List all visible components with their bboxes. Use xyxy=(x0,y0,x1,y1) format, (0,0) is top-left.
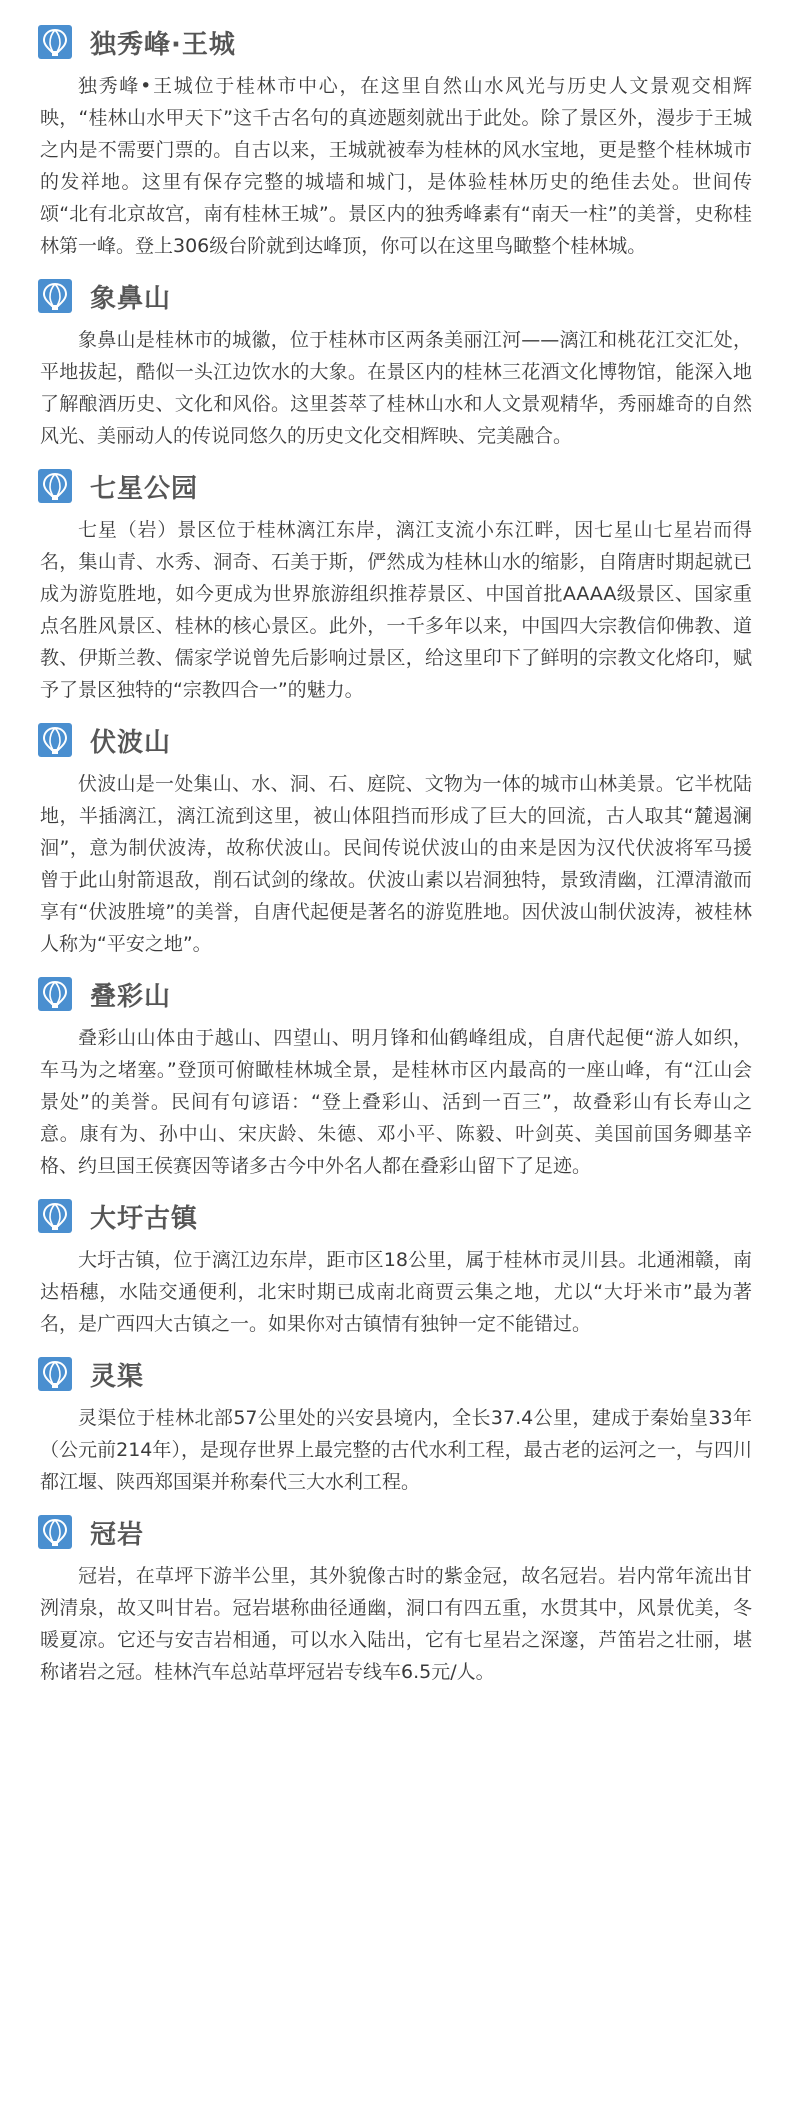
section-guanyan xyxy=(38,1508,752,1688)
section-title: 七星公园 xyxy=(90,473,199,504)
section-lingqu xyxy=(38,1350,752,1498)
balloon-icon xyxy=(38,1515,72,1549)
section-body: 冠岩，在草坪下游半公里，其外貌像古时的紫金冠，故名冠岩。岩内常年流出甘洌清泉，故又叫甘岩。冠岩堪称曲径通幽，洞口有四五重，水贯其中，风景优美，冬暖夏凉。它还与安吉岩相通，可以水入陆出，它有七星岩之深邃，芦笛岩之壮丽，堪称诸岩之冠。桂林汽车总站草坪冠岩专线车6.5元/人。 xyxy=(40,1565,752,1683)
section-header xyxy=(38,272,752,320)
section-header xyxy=(38,1508,752,1556)
section-title: 灵渠 xyxy=(90,1361,145,1392)
section-qixinggongyuan xyxy=(38,462,752,706)
section-header xyxy=(38,970,752,1018)
balloon-icon xyxy=(38,25,72,59)
section-title: 大圩古镇 xyxy=(90,1203,199,1234)
balloon-icon xyxy=(38,1199,72,1233)
section-duxiufeng xyxy=(38,18,752,262)
section-body: 伏波山是一处集山、水、洞、石、庭院、文物为一体的城市山林美景。它半枕陆地，半插漓江，漓江流到这里，被山体阻挡而形成了巨大的回流，古人取其“麓遏澜洄”，意为制伏波涛，故称伏波山。民间传说伏波山的由来是因为汉代伏波将军马援曾于此山射箭退敌，削石试剑的缘故。伏波山素以岩洞独特，景致清幽，江潭清澈而享有“伏波胜境”的美誉，自唐代起便是著名的游览胜地。因伏波山制伏波涛，被桂林人称为“平安之地”。 xyxy=(40,773,752,955)
balloon-icon xyxy=(38,469,72,503)
section-header xyxy=(38,18,752,66)
section-title: 象鼻山 xyxy=(90,283,172,314)
section-body: 大圩古镇，位于漓江边东岸，距市区18公里，属于桂林市灵川县。北通湘赣，南达梧穗，水陆交通便利，北宋时期已成南北商贾云集之地，尤以“大圩米市”最为著名，是广西四大古镇之一。如果你对古镇情有独钟一定不能错过。 xyxy=(40,1249,752,1335)
section-header xyxy=(38,1350,752,1398)
section-daxuguzhen xyxy=(38,1192,752,1340)
section-body: 独秀峰•王城位于桂林市中心，在这里自然山水风光与历史人文景观交相辉映，“桂林山水甲天下”这千古名句的真迹题刻就出于此处。除了景区外，漫步于王城之内是不需要门票的。自古以来，王城就被奉为桂林的风水宝地，更是整个桂林城市的发祥地。这里有保存完整的城墙和城门，是体验桂林历史的绝佳去处。世间传颂“北有北京故宫，南有桂林王城”。景区内的独秀峰素有“南天一柱”的美誉，史称桂林第一峰。登上306级台阶就到达峰顶，你可以在这里鸟瞰整个桂林城。 xyxy=(40,75,752,257)
balloon-icon xyxy=(38,723,72,757)
section-diecaishan xyxy=(38,970,752,1182)
section-fuboshan xyxy=(38,716,752,960)
section-header xyxy=(38,716,752,764)
section-body: 叠彩山山体由于越山、四望山、明月锋和仙鹤峰组成，自唐代起便“游人如织，车马为之堵塞。”登顶可俯瞰桂林城全景，是桂林市区内最高的一座山峰，有“江山会景处”的美誉。民间有句谚语：“登上叠彩山、活到一百三”，故叠彩山有长寿山之意。康有为、孙中山、宋庆龄、朱德、邓小平、陈毅、叶剑英、美国前国务卿基辛格、约旦国王侯赛因等诸多古今中外名人都在叠彩山留下了足迹。 xyxy=(40,1027,752,1177)
section-title: 叠彩山 xyxy=(90,981,172,1012)
section-xiangbishan xyxy=(38,272,752,452)
balloon-icon xyxy=(38,1357,72,1391)
section-header xyxy=(38,462,752,510)
balloon-icon xyxy=(38,279,72,313)
section-body: 象鼻山是桂林市的城徽，位于桂林市区两条美丽江河——漓江和桃花江交汇处，平地拔起，酷似一头江边饮水的大象。在景区内的桂林三花酒文化博物馆，能深入地了解酿酒历史、文化和风俗。这里荟萃了桂林山水和人文景观精华，秀丽雄奇的自然风光、美丽动人的传说同悠久的历史文化交相辉映、完美融合。 xyxy=(40,329,752,447)
section-header xyxy=(38,1192,752,1240)
section-title: 独秀峰·王城 xyxy=(90,29,236,60)
section-body: 灵渠位于桂林北部57公里处的兴安县境内，全长37.4公里，建成于秦始皇33年（公元前214年），是现存世界上最完整的古代水利工程，最古老的运河之一，与四川都江堰、陕西郑国渠并称秦代三大水利工程。 xyxy=(40,1407,752,1493)
section-title: 伏波山 xyxy=(90,727,172,758)
section-title: 冠岩 xyxy=(90,1519,145,1550)
balloon-icon xyxy=(38,977,72,1011)
section-body: 七星（岩）景区位于桂林漓江东岸，漓江支流小东江畔，因七星山七星岩而得名，集山青、水秀、洞奇、石美于斯，俨然成为桂林山水的缩影，自隋唐时期起就已成为游览胜地，如今更成为世界旅游组织推荐景区、中国首批AAAA级景区、国家重点名胜风景区、桂林的核心景区。此外，一千多年以来，中国四大宗教信仰佛教、道教、伊斯兰教、儒家学说曾先后影响过景区，给这里印下了鲜明的宗教文化烙印，赋予了景区独特的“宗教四合一”的魅力。 xyxy=(40,519,752,701)
